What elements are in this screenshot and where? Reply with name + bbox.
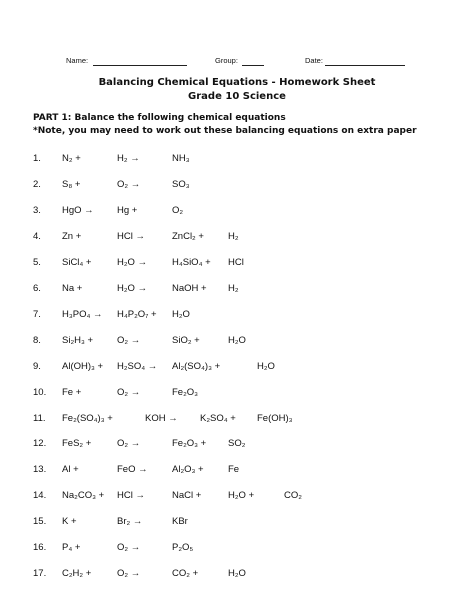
equation-row xyxy=(0,179,474,195)
equation-number: 13. xyxy=(33,464,47,475)
equation-term: Zn + xyxy=(62,231,82,242)
equation-term: CO₂ xyxy=(284,490,302,501)
equation-number: 5. xyxy=(33,257,41,268)
equation-term: Al(OH)₃ + xyxy=(62,361,104,372)
equation-number: 9. xyxy=(33,361,41,372)
equation-term: O₂ → xyxy=(117,568,141,579)
equation-row xyxy=(0,257,474,273)
equation-term: FeO → xyxy=(117,464,148,475)
equation-row xyxy=(0,464,474,480)
title-line-1: Balancing Chemical Equations - Homework Sheet xyxy=(98,77,376,88)
equation-row xyxy=(0,387,474,403)
equation-term: H₂O + xyxy=(228,490,255,501)
equation-number: 3. xyxy=(33,205,41,216)
equation-term: H₂O → xyxy=(117,283,148,294)
equation-number: 11. xyxy=(33,413,46,424)
equation-term: H₂SO₄ → xyxy=(117,361,158,372)
equation-term: O₂ → xyxy=(117,542,141,553)
date-label: Date: xyxy=(305,56,323,65)
equation-term: H₂ xyxy=(228,231,239,242)
equation-number: 2. xyxy=(33,179,41,190)
equation-row xyxy=(0,568,474,584)
equation-term: NH₃ xyxy=(172,153,190,164)
equation-term: Hg + xyxy=(117,205,138,216)
equation-term: O₂ → xyxy=(117,179,141,190)
equation-row xyxy=(0,516,474,532)
equation-term: P₂O₅ xyxy=(172,542,194,553)
equation-number: 6. xyxy=(33,283,41,294)
equation-term: O₂ xyxy=(172,205,184,216)
equation-row xyxy=(0,413,474,429)
equation-term: H₂O xyxy=(172,309,190,320)
equation-term: Al₂(SO₄)₃ + xyxy=(172,361,221,372)
equation-term: H₃PO₄ → xyxy=(62,309,103,320)
equation-number: 15. xyxy=(33,516,47,527)
equation-row xyxy=(0,361,474,377)
equation-term: HCl xyxy=(228,257,244,268)
equation-term: SiCl₄ + xyxy=(62,257,92,268)
group-label: Group: xyxy=(215,56,238,65)
equation-term: SO₃ xyxy=(172,179,190,190)
equation-term: Fe₂O₃ + xyxy=(172,438,207,449)
header-row xyxy=(66,56,416,70)
equation-number: 7. xyxy=(33,309,41,320)
equation-term: O₂ → xyxy=(117,387,141,398)
equation-number: 4. xyxy=(33,231,41,242)
equation-term: Na₂CO₃ + xyxy=(62,490,105,501)
equation-number: 16. xyxy=(33,542,47,553)
equation-term: S₈ + xyxy=(62,179,81,190)
name-line xyxy=(93,65,187,66)
date-line xyxy=(325,65,405,66)
equation-term: HCl → xyxy=(117,231,145,242)
equation-term: SiO₂ + xyxy=(172,335,200,346)
equation-number: 17. xyxy=(33,568,47,579)
equation-term: H₂ → xyxy=(117,153,140,164)
part-heading: PART 1: Balance the following chemical equations xyxy=(33,113,286,123)
equation-term: Fe₂O₃ xyxy=(172,387,199,398)
equation-term: Si₂H₃ + xyxy=(62,335,94,346)
equation-term: Fe xyxy=(228,464,240,475)
equation-number: 8. xyxy=(33,335,41,346)
equation-term: SO₂ xyxy=(228,438,246,449)
equation-term: H₄SiO₄ + xyxy=(172,257,211,268)
equation-row xyxy=(0,205,474,221)
equation-term: O₂ → xyxy=(117,335,141,346)
equation-row xyxy=(0,438,474,454)
equation-term: N₂ + xyxy=(62,153,81,164)
equation-term: C₂H₂ + xyxy=(62,568,92,579)
equation-term: H₂O xyxy=(257,361,275,372)
equation-term: NaCl + xyxy=(172,490,202,501)
equation-term: FeS₂ + xyxy=(62,438,92,449)
equation-row xyxy=(0,309,474,325)
equation-row xyxy=(0,542,474,558)
equation-term: H₂ xyxy=(228,283,239,294)
name-label: Name: xyxy=(66,56,89,65)
equation-number: 14. xyxy=(33,490,47,501)
equation-term: O₂ → xyxy=(117,438,141,449)
equation-term: Br₂ → xyxy=(117,516,143,527)
equation-term: Fe₂(SO₄)₃ + xyxy=(62,413,113,424)
equation-number: 12. xyxy=(33,438,47,449)
equation-term: Al + xyxy=(62,464,79,475)
equation-term: Na + xyxy=(62,283,83,294)
equation-row xyxy=(0,283,474,299)
equation-term: P₄ + xyxy=(62,542,81,553)
part-note: *Note, you may need to work out these balancing equations on extra paper xyxy=(33,126,417,136)
equation-row xyxy=(0,335,474,351)
equation-term: KOH → xyxy=(145,413,178,424)
equation-row xyxy=(0,153,474,169)
equation-term: Fe + xyxy=(62,387,82,398)
equation-term: HCl → xyxy=(117,490,145,501)
equation-term: CO₂ + xyxy=(172,568,199,579)
equation-number: 10. xyxy=(33,387,47,398)
group-line xyxy=(242,65,264,66)
equation-term: K + xyxy=(62,516,77,527)
equation-term: NaOH + xyxy=(172,283,207,294)
equation-term: H₂O xyxy=(228,335,246,346)
equation-term: H₂O xyxy=(228,568,246,579)
equation-term: Al₂O₃ + xyxy=(172,464,204,475)
equation-term: KBr xyxy=(172,516,188,527)
equation-term: ZnCl₂ + xyxy=(172,231,204,242)
title-line-2: Grade 10 Science xyxy=(188,91,286,102)
equation-term: K₂SO₄ + xyxy=(200,413,236,424)
equation-term: Fe(OH)₃ xyxy=(257,413,293,424)
equation-row xyxy=(0,231,474,247)
equation-term: H₄P₂O₇ + xyxy=(117,309,157,320)
equation-term: HgO → xyxy=(62,205,94,216)
equation-term: H₂O → xyxy=(117,257,148,268)
equation-row xyxy=(0,490,474,506)
equation-number: 1. xyxy=(33,153,41,164)
